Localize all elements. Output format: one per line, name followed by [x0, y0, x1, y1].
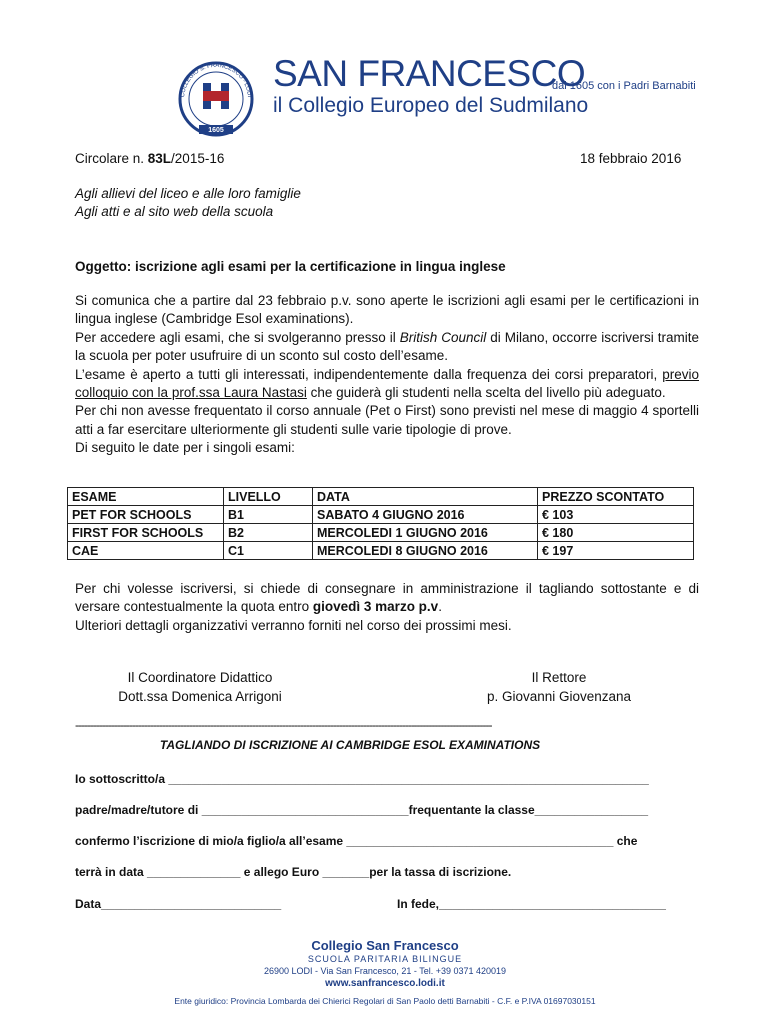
cell-data: MERCOLEDI 8 GIUGNO 2016 — [313, 542, 538, 560]
circolare-date: 18 febbraio 2016 — [580, 151, 682, 166]
footer-type: SCUOLA PARITARIA BILINGUE — [307, 954, 463, 964]
signature-left-name: Dott.ssa Domenica Arrigoni — [118, 689, 282, 704]
table-header-row — [68, 488, 694, 506]
cell-esame: PET FOR SCHOOLS — [68, 506, 224, 524]
form-line-name[interactable]: Io sottoscritto/a ________________________________________________________________________ — [75, 772, 649, 786]
signature-left — [85, 668, 315, 706]
form-line-date[interactable]: Data___________________________ — [75, 897, 282, 911]
form-line-exam[interactable]: confermo l’iscrizione di mio/a figlio/a all’esame ________________________________________ che — [75, 834, 638, 848]
cell-esame: CAE — [68, 542, 224, 560]
cell-data: SABATO 4 GIUGNO 2016 — [313, 506, 538, 524]
signature-right-name: p. Giovanni Giovenzana — [486, 689, 632, 704]
school-crest-logo — [170, 55, 262, 137]
paragraph-4: Per chi non avesse frequentato il corso annuale (Pet o First) sono previsti nel mese di maggio 4 sportelli atti a far esercitare ulteriormente gli studenti sulle varie tipologie di prove. — [75, 403, 699, 437]
cell-esame: FIRST FOR SCHOOLS — [68, 524, 224, 542]
crest-year: 1605 — [208, 127, 224, 134]
cell-livello: C1 — [224, 542, 313, 560]
footer-address: 26900 LODI - Via San Francesco, 21 - Tel. +39 0371 420019 — [263, 966, 507, 976]
cell-prezzo: € 197 — [538, 542, 694, 560]
paragraph-1: Si comunica che a partire dal 23 febbraio p.v. sono aperte le iscrizioni agli esami per le certificazioni in lingua inglese (Cambridge Esol examinations). — [75, 293, 699, 327]
form-line-date-fee[interactable]: terrà in data ______________ e allego Euro _______per la tassa di iscrizione. — [75, 865, 512, 879]
signature-left-role: Il Coordinatore Didattico — [127, 670, 273, 685]
form-line-signature[interactable]: In fede,__________________________________ — [397, 897, 666, 911]
paragraph-5: Di seguito le date per i singoli esami: — [75, 440, 295, 456]
school-since: dal 1605 con i Padri Barnabiti — [552, 80, 696, 92]
school-title: SAN FRANCESCO — [273, 53, 586, 94]
paragraph-2: Per accedere agli esami, che si svolgeranno presso il British Council di Milano, occorre iscriversi tramite la scuola per poter usufruire di un sconto sul costo dell’esame. — [75, 329, 699, 364]
crest-text: COLLEGIO S. FRANCESCO - LODI — [180, 62, 252, 98]
cell-prezzo: € 180 — [538, 524, 694, 542]
col-prezzo: PREZZO SCONTATO — [538, 488, 694, 506]
col-data: DATA — [313, 488, 538, 506]
col-esame: ESAME — [68, 488, 224, 506]
paragraph-deadline: Per chi volesse iscriversi, si chiede di consegnare in amministrazione il tagliando sottostante e di versare contestualmente la quota entro giovedì 3 marzo p.v. — [75, 581, 699, 615]
paragraph-details: Ulteriori dettagli organizzativi verranno forniti nel corso dei prossimi mesi. — [75, 617, 512, 633]
table-row — [68, 542, 694, 560]
subject: Oggetto: iscrizione agli esami per la certificazione in lingua inglese — [75, 259, 506, 274]
signature-right-role: Il Rettore — [531, 670, 587, 685]
form-title: TAGLIANDO DI ISCRIZIONE AI CAMBRIDGE ESOL EXAMINATIONS — [159, 738, 541, 752]
circolare-number: Circolare n. 83L/2015-16 — [75, 151, 225, 166]
letter-body — [75, 292, 699, 458]
cell-livello: B1 — [224, 506, 313, 524]
recipient-1: Agli allievi del liceo e alle loro famiglie — [75, 186, 301, 201]
footer-legal: Ente giuridico: Provincia Lombarda dei Chierici Regolari di San Paolo detti Barnabiti - C.F. e P.IVA 01697030151 — [174, 996, 596, 1006]
cell-livello: B2 — [224, 524, 313, 542]
cut-line: ------------------------------------------------------------------------------------------------------------------------------------------- — [75, 718, 492, 732]
table-row — [68, 524, 694, 542]
footer-name: Collegio San Francesco — [311, 938, 459, 953]
exam-table — [67, 487, 694, 560]
cell-data: MERCOLEDI 1 GIUGNO 2016 — [313, 524, 538, 542]
cell-prezzo: € 103 — [538, 506, 694, 524]
recipient-2: Agli atti e al sito web della scuola — [75, 204, 274, 219]
footer-website[interactable]: www.sanfrancesco.lodi.it — [325, 978, 445, 989]
table-row — [68, 506, 694, 524]
col-livello: LIVELLO — [224, 488, 313, 506]
paragraph-3: L’esame è aperto a tutti gli interessati, indipendentemente dalla frequenza dei corsi preparatori, previo colloquio con la prof.ssa Laura Nastasi che guiderà gli studenti nella scelta del livello più adeguato. — [75, 366, 699, 401]
form-line-parent[interactable]: padre/madre/tutore di _______________________________frequentante la classe_________________ — [75, 803, 649, 817]
after-table-text — [75, 580, 699, 635]
school-subtitle: il Collegio Europeo del Sudmilano — [273, 94, 589, 117]
signature-right — [444, 668, 674, 706]
